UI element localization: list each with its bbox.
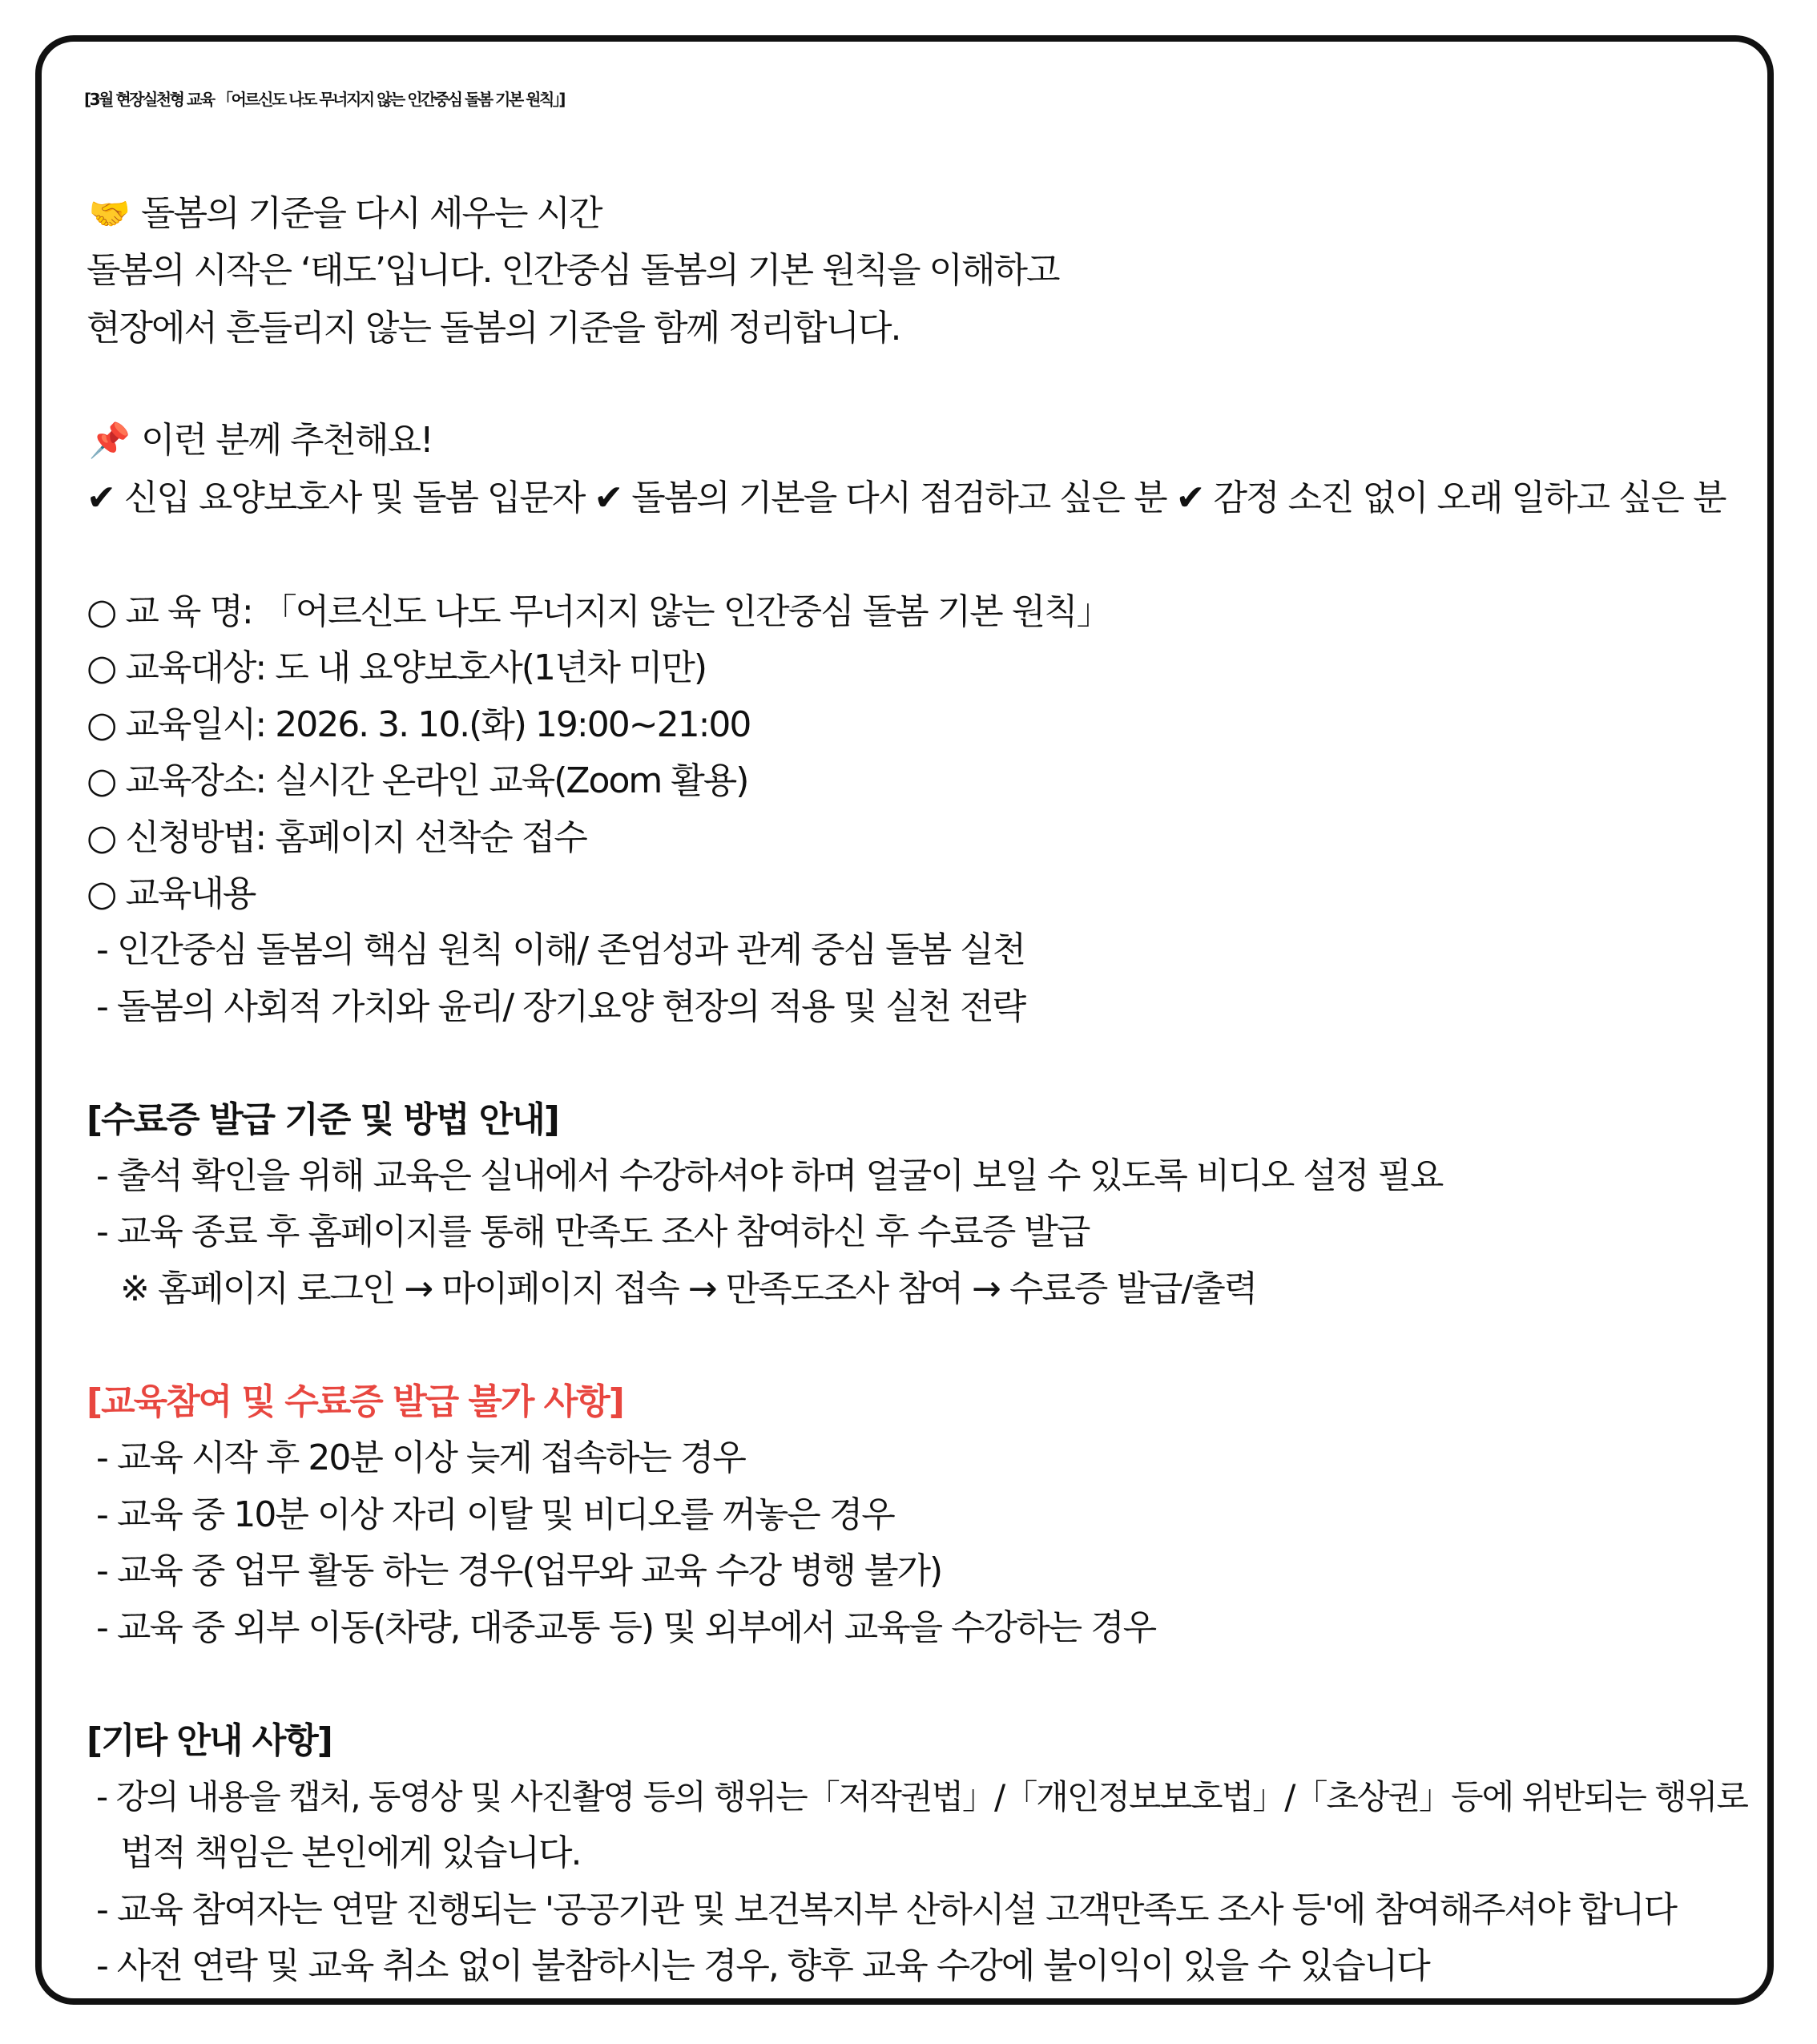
pushpin-icon: 📌 [88,421,130,460]
other-item: - 교육 참여자는 연말 진행되는 '공공기관 및 보건복지부 산하시설 고객만족도 조사 등'에 참여해주셔야 합니다 [96,1889,1677,1930]
recommend-headline: 이런 분께 추천해요! [141,420,433,461]
other-item: - 강의 내용을 캡처, 동영상 및 사진촬영 등의 행위는「저작권법」/「개인정보보호법」/「초상권」등에 위반되는 행위로 [96,1777,1747,1816]
detail-location: ○ 교육장소: 실시간 온라인 교육(Zoom 활용) [87,760,748,801]
other-item-continuation: 법적 책임은 본인에게 있습니다. [120,1832,581,1873]
intro-headline: 돌봄의 기준을 다시 세우는 시간 [141,193,602,234]
restriction-item: - 교육 시작 후 20분 이상 늦게 접속하는 경우 [96,1437,745,1478]
recommend-headline-row [87,417,433,465]
restriction-item: - 교육 중 외부 이동(차량, 대중교통 등) 및 외부에서 교육을 수강하는 경우 [96,1607,1156,1648]
notice-card [35,35,1774,2005]
intro-line: 현장에서 흔들리지 않는 돌봄의 기준을 함께 정리합니다. [87,308,900,349]
detail-target: ○ 교육대상: 도 내 요양보호사(1년차 미만) [87,647,707,688]
detail-course-name: ○ 교 육 명: 「어르신도 나도 무너지지 않는 인간중심 돌봄 기본 원칙」 [87,591,1110,632]
restriction-item: - 교육 중 업무 활동 하는 경우(업무와 교육 수강 병행 불가) [96,1550,942,1591]
content-item: - 인간중심 돌봄의 핵심 원칙 이해/ 존엄성과 관계 중심 돌봄 실천 [96,929,1025,970]
intro-line: 돌봄의 시작은 ‘태도’입니다. 인간중심 돌봄의 기본 원칙을 이해하고 [87,250,1059,291]
handshake-icon: 🤝 [88,194,130,233]
certificate-heading: [수료증 발급 기준 및 방법 안내] [87,1099,558,1140]
page-title: [3월 현장실천형 교육 「어르신도 나도 무너지지 않는 인간중심 돌봄 기본 원칙」] [84,90,564,109]
other-heading: [기타 안내 사항] [87,1720,332,1761]
restriction-item: - 교육 중 10분 이상 자리 이탈 및 비디오를 꺼놓은 경우 [96,1494,894,1535]
certificate-note: ※ 홈페이지 로그인 → 마이페이지 접속 → 만족도조사 참여 → 수료증 발급/출력 [120,1268,1257,1309]
detail-datetime: ○ 교육일시: 2026. 3. 10.(화) 19:00~21:00 [87,704,751,745]
detail-content-label: ○ 교육내용 [87,873,256,914]
detail-apply-method: ○ 신청방법: 홈페이지 선착순 접수 [87,817,586,858]
recommend-targets: ✔ 신입 요양보호사 및 돌봄 입문자 ✔ 돌봄의 기본을 다시 점검하고 싶은 분 ✔ 감정 소진 없이 오래 일하고 싶은 분 [87,478,1726,518]
certificate-item: - 출석 확인을 위해 교육은 실내에서 수강하셔야 하며 얼굴이 보일 수 있도록 비디오 설정 필요 [96,1155,1443,1196]
restrictions-heading: [교육참여 및 수료증 발급 불가 사항] [87,1381,623,1422]
certificate-item: - 교육 종료 후 홈페이지를 통해 만족도 조사 참여하신 후 수료증 발급 [96,1211,1090,1252]
other-item: - 사전 연락 및 교육 취소 없이 불참하시는 경우, 향후 교육 수강에 불이익이 있을 수 있습니다 [96,1945,1429,1986]
content-item: - 돌봄의 사회적 가치와 윤리/ 장기요양 현장의 적용 및 실천 전략 [96,986,1025,1027]
intro-headline-row [87,190,602,238]
